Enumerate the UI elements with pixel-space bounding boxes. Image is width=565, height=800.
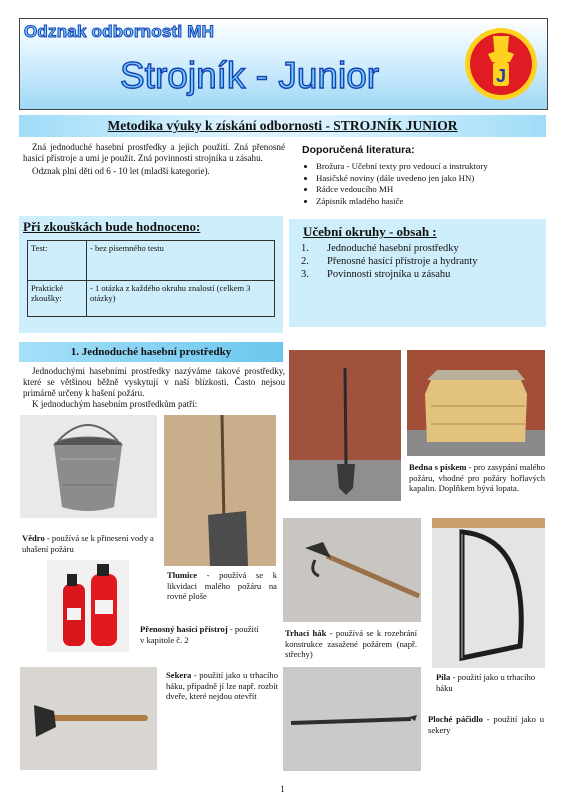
- topics-heading: Učební okruhy - obsah :: [303, 224, 437, 239]
- evaluation-box: [19, 216, 283, 333]
- topic-text: Povinnosti strojníka u zásahu: [327, 269, 451, 280]
- table-row: [28, 281, 275, 317]
- fire-beater-image: [164, 415, 276, 566]
- saw-caption: [436, 672, 546, 693]
- extinguisher-image: [47, 560, 129, 652]
- extinguisher-caption: [140, 624, 260, 645]
- pulling-hook-caption: [285, 628, 417, 660]
- list-item: • Brožura - Učební texty pro vedoucí a instruktory: [316, 161, 546, 173]
- section-1-paragraph-1: Jednoduchými hasebními prostředky nazýváme takové prostředky, které se většinou běžně vyskytují v naší blízkosti. Často nejsou primárně určeny k hašení požáru.: [23, 366, 285, 398]
- pulling-hook-image: [283, 518, 421, 622]
- item-description: - použití v kapitole č. 2: [140, 624, 259, 645]
- table-row: [28, 241, 275, 281]
- bucket-caption: [22, 533, 162, 554]
- list-item: [301, 255, 477, 268]
- evaluation-heading: Při zkouškách bude hodnoceno:: [23, 219, 201, 234]
- item-name: Bedna s pískem: [409, 462, 467, 472]
- literature-list: [302, 161, 546, 208]
- axe-caption: [166, 670, 278, 702]
- badge-logo-icon: [463, 26, 539, 102]
- list-item: • Rádce vedoucího MH: [316, 184, 546, 196]
- item-description: - použití jako u trhacího háku: [436, 672, 536, 693]
- saw-image: [432, 518, 545, 668]
- item-description: - pro zasypání malého požáru, vhodné pro požáry hořlavých kapalin. Doplňkem bývá lopata.: [409, 462, 545, 493]
- item-description: - použití jako u sekery: [428, 714, 544, 735]
- header-small-title: Odznak odbornosti MH: [24, 22, 215, 41]
- crowbar-caption: [428, 714, 544, 735]
- topic-number: 1.: [301, 243, 309, 254]
- method-title: Metodika výuky k získání odbornosti - STROJNÍK JUNIOR: [107, 118, 458, 133]
- section-1-heading: 1. Jednoduché hasební prostředky: [19, 342, 283, 362]
- item-name: Vědro: [22, 533, 45, 543]
- list-item: • Zápisník mladého hasiče: [316, 196, 546, 208]
- topics-box: [289, 219, 546, 327]
- page-number: 1: [280, 784, 285, 794]
- item-description: - používá se k likvidaci malého požáru na rovné ploše: [167, 570, 277, 601]
- axe-image: [20, 667, 157, 770]
- item-name: Tlumice: [167, 570, 198, 580]
- item-name: Trhací hák: [285, 628, 327, 638]
- header-main-title: Strojník - Junior: [120, 55, 380, 96]
- list-item: [301, 268, 477, 281]
- list-item: [301, 242, 477, 255]
- literature-block: [302, 144, 546, 208]
- literature-heading: Doporučená literatura:: [302, 144, 415, 156]
- topic-text: Přenosné hasící přístroje a hydranty: [327, 256, 478, 267]
- section-1-text: [23, 366, 285, 410]
- fire-beater-caption: [167, 570, 277, 602]
- topic-number: 3.: [301, 269, 309, 280]
- evaluation-table: [27, 240, 275, 317]
- intro-text: [23, 142, 285, 177]
- item-name: Sekera: [166, 670, 192, 680]
- sand-box-caption: [409, 462, 545, 494]
- topics-list: [301, 242, 477, 281]
- method-band: [19, 115, 546, 137]
- item-name: Přenosný hasící přístroj: [140, 624, 228, 634]
- table-cell: - 1 otázka z každého okruhu znalostí (celkem 3 otázky): [87, 281, 275, 317]
- intro-paragraph-1: Zná jednoduché hasební prostředky a jejich použití. Zná přenosné hasící přístroje a umí je použít. Zná povinnosti strojníka u zásahu.: [23, 142, 285, 163]
- sand-box-image: [407, 350, 545, 456]
- table-cell: Praktické zkoušky:: [28, 281, 87, 317]
- item-description: - používá se k přinesení vody a uhašení požáru: [22, 533, 154, 554]
- crowbar-image: [283, 667, 421, 771]
- table-cell: - bez písemného testu: [87, 241, 275, 281]
- table-cell: Test:: [28, 241, 87, 281]
- intro-paragraph-2: Odznak plní děti od 6 - 10 let (mladší kategorie).: [32, 166, 210, 176]
- list-item: • Hasičské noviny (dále uvedeno jen jako HN): [316, 173, 546, 185]
- item-name: Ploché páčidlo: [428, 714, 483, 724]
- topic-text: Jednoduché hasební prostředky: [327, 243, 459, 254]
- item-description: - používá se k rozebrání konstrukce zasažené požárem (např. střechy): [285, 628, 417, 659]
- topic-number: 2.: [301, 256, 309, 267]
- item-name: Pila: [436, 672, 451, 682]
- section-1-paragraph-2: K jednoduchým hasebním prostředkům patří:: [32, 399, 198, 409]
- bucket-image: [20, 415, 157, 518]
- shovel-image: [289, 350, 401, 501]
- logo-letter: J: [495, 66, 507, 86]
- item-description: - použití jako u trhacího háku, případně jí lze např. rozbít dveře, které nejdou otevřít: [166, 670, 278, 701]
